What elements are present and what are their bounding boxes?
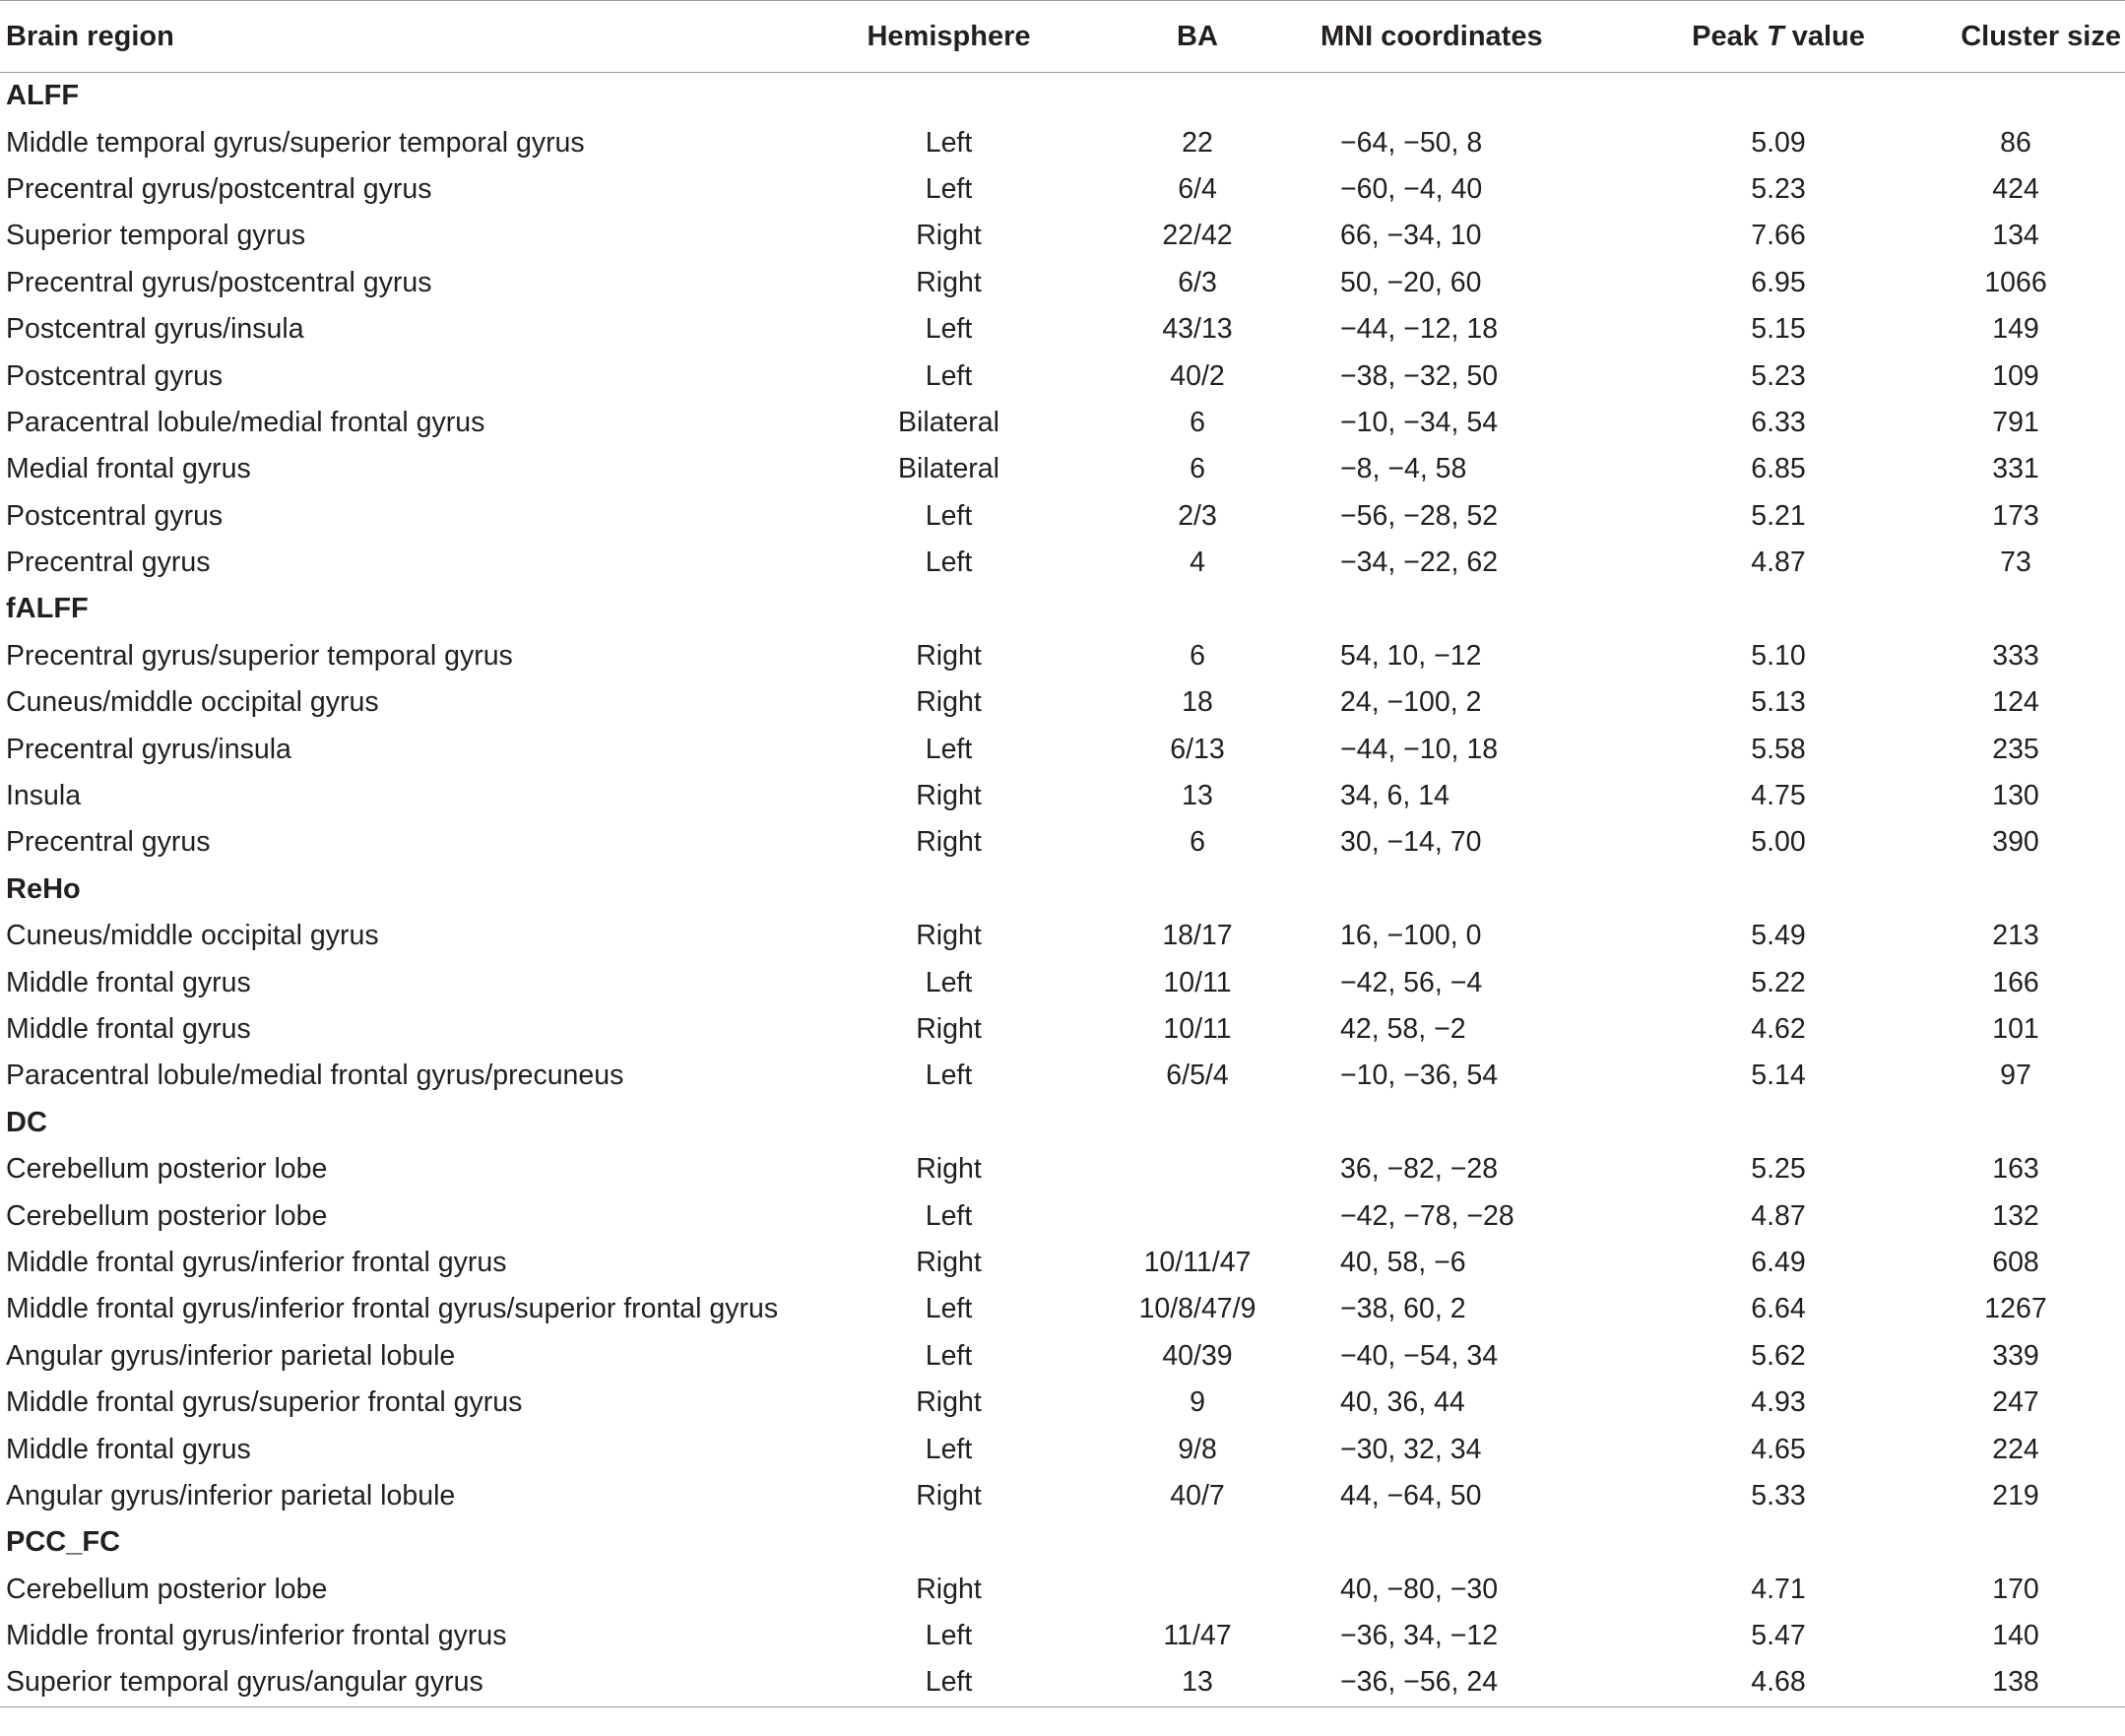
cell-ba: 10/11/47 (1143, 1246, 1252, 1278)
table-row (0, 446, 2125, 492)
cell-mni-coordinates: 40, 36, 44 (1340, 1386, 1465, 1419)
cell-brain-region: Precentral gyrus/superior temporal gyrus (6, 639, 513, 672)
cell-peak-t-value: 5.21 (1751, 499, 1806, 532)
cell-mni-coordinates: −64, −50, 8 (1340, 126, 1483, 159)
table-row (0, 1192, 2125, 1239)
table-row (0, 679, 2125, 726)
cell-mni-coordinates: −42, 56, −4 (1340, 966, 1483, 998)
cell-peak-t-value: 5.23 (1751, 359, 1806, 392)
cell-peak-t-value: 4.65 (1751, 1433, 1806, 1465)
section-title: fALFF (6, 593, 89, 625)
section-row (0, 586, 2125, 632)
cell-cluster-size: 166 (1992, 966, 2039, 998)
cell-cluster-size: 791 (1992, 406, 2039, 438)
cell-peak-t-value: 4.71 (1751, 1573, 1806, 1605)
cell-mni-coordinates: −42, −78, −28 (1340, 1199, 1514, 1232)
table-row (0, 213, 2125, 259)
cell-hemisphere: Right (916, 220, 982, 252)
cell-mni-coordinates: 54, 10, −12 (1340, 639, 1482, 672)
cell-ba: 9 (1190, 1386, 1205, 1419)
cell-cluster-size: 134 (1992, 220, 2039, 252)
table-row (0, 260, 2125, 306)
cell-cluster-size: 149 (1992, 313, 2039, 346)
cell-hemisphere: Right (916, 639, 982, 672)
cell-peak-t-value: 5.00 (1751, 826, 1806, 859)
cell-hemisphere: Left (925, 126, 973, 159)
table-row (0, 819, 2125, 866)
cell-mni-coordinates: −34, −22, 62 (1340, 547, 1499, 579)
cell-mni-coordinates: −36, −56, 24 (1340, 1666, 1499, 1699)
cell-hemisphere: Right (916, 920, 982, 952)
cell-mni-coordinates: −40, −54, 34 (1340, 1339, 1499, 1372)
cell-cluster-size: 130 (1992, 780, 2039, 812)
table-row (0, 1053, 2125, 1099)
header-peak-prefix: Peak (1692, 20, 1767, 52)
cell-hemisphere: Left (925, 1433, 973, 1465)
cell-ba: 43/13 (1162, 313, 1233, 346)
cell-cluster-size: 109 (1992, 359, 2039, 392)
cell-peak-t-value: 5.13 (1751, 686, 1806, 719)
cell-mni-coordinates: 16, −100, 0 (1340, 920, 1482, 952)
cell-peak-t-value: 4.62 (1751, 1013, 1806, 1045)
cell-peak-t-value: 5.22 (1751, 966, 1806, 998)
cell-ba: 22 (1182, 126, 1213, 159)
table-row (0, 773, 2125, 819)
cell-hemisphere: Right (916, 826, 982, 859)
cell-hemisphere: Right (916, 780, 982, 812)
header-row (0, 1, 2125, 73)
cell-peak-t-value: 6.95 (1751, 266, 1806, 298)
cell-brain-region: Middle frontal gyrus/superior frontal gyrus (6, 1386, 523, 1419)
cell-mni-coordinates: −56, −28, 52 (1340, 499, 1499, 532)
cell-hemisphere: Left (925, 1199, 973, 1232)
cell-hemisphere: Left (925, 313, 973, 346)
cell-hemisphere: Right (916, 1153, 982, 1186)
cell-brain-region: Cerebellum posterior lobe (6, 1199, 328, 1232)
cell-peak-t-value: 6.85 (1751, 453, 1806, 485)
cell-brain-region: Postcentral gyrus/insula (6, 313, 304, 346)
cell-brain-region: Superior temporal gyrus (6, 220, 306, 252)
cell-mni-coordinates: 42, 58, −2 (1340, 1013, 1466, 1045)
header-brain-region: Brain region (6, 20, 174, 52)
cell-brain-region: Insula (6, 780, 82, 812)
table-row (0, 540, 2125, 586)
cell-mni-coordinates: −38, −32, 50 (1340, 359, 1499, 392)
cell-cluster-size: 86 (2000, 126, 2031, 159)
cell-cluster-size: 224 (1992, 1433, 2039, 1465)
cell-ba: 6 (1190, 453, 1205, 485)
cell-peak-t-value: 5.15 (1751, 313, 1806, 346)
cell-ba: 40/2 (1170, 359, 1225, 392)
cell-peak-t-value: 7.66 (1751, 220, 1806, 252)
cell-cluster-size: 73 (2000, 547, 2031, 579)
table-row (0, 166, 2125, 213)
table-row (0, 306, 2125, 353)
table-row (0, 353, 2125, 399)
cell-ba: 10/11 (1163, 1013, 1232, 1045)
cell-brain-region: Precentral gyrus (6, 547, 211, 579)
cell-peak-t-value: 4.87 (1751, 1199, 1806, 1232)
cell-mni-coordinates: −60, −4, 40 (1340, 172, 1483, 205)
cell-hemisphere: Right (916, 266, 982, 298)
cell-cluster-size: 101 (1992, 1013, 2039, 1045)
cell-peak-t-value: 4.68 (1751, 1666, 1806, 1699)
table-row (0, 1426, 2125, 1472)
cell-ba (1104, 1567, 1291, 1613)
table-row (0, 1146, 2125, 1192)
cell-peak-t-value: 4.93 (1751, 1386, 1806, 1419)
cell-ba: 6 (1190, 826, 1205, 859)
cell-brain-region: Precentral gyrus (6, 826, 211, 859)
cell-peak-t-value: 5.49 (1751, 920, 1806, 952)
cell-brain-region: Paracentral lobule/medial frontal gyrus/precuneus (6, 1060, 624, 1092)
cell-ba: 6/5/4 (1166, 1060, 1229, 1092)
cell-brain-region: Postcentral gyrus (6, 359, 224, 392)
cell-peak-t-value: 5.23 (1751, 172, 1806, 205)
cell-hemisphere: Right (916, 1013, 982, 1045)
section-title: ReHo (6, 872, 81, 905)
cell-peak-t-value: 6.49 (1751, 1246, 1806, 1278)
cell-mni-coordinates: −30, 32, 34 (1340, 1433, 1482, 1465)
cell-mni-coordinates: 30, −14, 70 (1340, 826, 1482, 859)
cell-peak-t-value: 5.58 (1751, 733, 1806, 765)
cell-cluster-size: 608 (1992, 1246, 2039, 1278)
cell-hemisphere: Left (925, 1666, 973, 1699)
section-row (0, 73, 2125, 120)
cell-cluster-size: 173 (1992, 499, 2039, 532)
table-row (0, 400, 2125, 446)
cell-brain-region: Angular gyrus/inferior parietal lobule (6, 1339, 456, 1372)
cell-mni-coordinates: −44, −12, 18 (1340, 313, 1499, 346)
cell-cluster-size: 170 (1992, 1573, 2039, 1605)
table-row (0, 119, 2125, 165)
cell-hemisphere: Right (916, 1246, 982, 1278)
cell-mni-coordinates: −36, 34, −12 (1340, 1620, 1499, 1652)
table-row (0, 959, 2125, 1005)
cell-ba: 9/8 (1178, 1433, 1217, 1465)
section-row (0, 1100, 2125, 1146)
cell-brain-region: Middle frontal gyrus/inferior frontal gyrus (6, 1620, 507, 1652)
cell-cluster-size: 132 (1992, 1199, 2039, 1232)
cell-cluster-size: 333 (1992, 639, 2039, 672)
cell-brain-region: Angular gyrus/inferior parietal lobule (6, 1479, 456, 1511)
cell-mni-coordinates: −10, −34, 54 (1340, 406, 1499, 438)
cell-cluster-size: 390 (1992, 826, 2039, 859)
cell-brain-region: Cuneus/middle occipital gyrus (6, 920, 379, 952)
table-row (0, 726, 2125, 772)
section-title: DC (6, 1106, 47, 1138)
cell-cluster-size: 331 (1992, 453, 2039, 485)
cell-peak-t-value: 5.33 (1751, 1479, 1806, 1511)
cell-ba: 2/3 (1178, 499, 1217, 532)
cell-ba: 6 (1190, 639, 1205, 672)
cell-peak-t-value: 4.87 (1751, 547, 1806, 579)
cell-hemisphere: Bilateral (898, 406, 999, 438)
cell-peak-t-value: 5.14 (1751, 1060, 1806, 1092)
table-row (0, 1613, 2125, 1659)
cell-mni-coordinates: 24, −100, 2 (1340, 686, 1482, 719)
cell-ba: 13 (1182, 1666, 1213, 1699)
cell-hemisphere: Right (916, 1573, 982, 1605)
cell-mni-coordinates: −8, −4, 58 (1340, 453, 1467, 485)
cell-mni-coordinates: 40, 58, −6 (1340, 1246, 1466, 1278)
table-body (0, 73, 2125, 1707)
cell-mni-coordinates: 36, −82, −28 (1340, 1153, 1499, 1186)
header-hemisphere: Hemisphere (867, 20, 1031, 52)
cell-ba: 13 (1182, 780, 1213, 812)
cell-peak-t-value: 6.33 (1751, 406, 1806, 438)
cell-cluster-size: 247 (1992, 1386, 2039, 1419)
cell-peak-t-value: 5.62 (1751, 1339, 1806, 1372)
cell-ba: 6/3 (1178, 266, 1217, 298)
cell-hemisphere: Left (925, 1620, 973, 1652)
cell-brain-region: Middle frontal gyrus (6, 1433, 251, 1465)
cell-hemisphere: Right (916, 686, 982, 719)
cell-cluster-size: 424 (1992, 172, 2039, 205)
cell-cluster-size: 235 (1992, 733, 2039, 765)
cell-hemisphere: Left (925, 172, 973, 205)
cell-peak-t-value: 5.10 (1751, 639, 1806, 672)
header-peak-t-value (1650, 1, 1906, 73)
cell-brain-region: Cuneus/middle occipital gyrus (6, 686, 379, 719)
cell-ba: 11/47 (1163, 1620, 1232, 1652)
cell-cluster-size: 124 (1992, 686, 2039, 719)
cell-brain-region: Middle temporal gyrus/superior temporal gyrus (6, 126, 585, 159)
table-row (0, 633, 2125, 679)
header-peak-suffix: value (1783, 20, 1865, 52)
cell-ba: 4 (1190, 547, 1205, 579)
table-row (0, 1006, 2125, 1053)
table-row (0, 1286, 2125, 1332)
cell-brain-region: Precentral gyrus/postcentral gyrus (6, 266, 432, 298)
cell-ba (1104, 1146, 1291, 1192)
cell-brain-region: Postcentral gyrus (6, 499, 224, 532)
table-row (0, 1473, 2125, 1519)
header-cluster-size: Cluster size (1961, 20, 2121, 52)
cell-cluster-size: 138 (1992, 1666, 2039, 1699)
header-peak-italic: T (1766, 20, 1784, 52)
header-mni-coordinates: MNI coordinates (1320, 20, 1543, 52)
cell-cluster-size: 339 (1992, 1339, 2039, 1372)
cell-cluster-size: 219 (1992, 1479, 2039, 1511)
cell-hemisphere: Right (916, 1479, 982, 1511)
table-row (0, 1659, 2125, 1706)
cell-cluster-size: 140 (1992, 1620, 2039, 1652)
cell-brain-region: Cerebellum posterior lobe (6, 1153, 328, 1186)
cell-cluster-size: 97 (2000, 1060, 2031, 1092)
cell-hemisphere: Left (925, 547, 973, 579)
header-ba: BA (1177, 20, 1218, 52)
cell-peak-t-value: 6.64 (1751, 1293, 1806, 1325)
cell-mni-coordinates: 34, 6, 14 (1340, 780, 1449, 812)
cell-brain-region: Middle frontal gyrus/inferior frontal gyrus/superior frontal gyrus (6, 1293, 779, 1325)
cell-mni-coordinates: −38, 60, 2 (1340, 1293, 1466, 1325)
cell-ba: 6 (1190, 406, 1205, 438)
cell-peak-t-value: 5.47 (1751, 1620, 1806, 1652)
cell-brain-region: Precentral gyrus/insula (6, 733, 291, 765)
table-row (0, 1567, 2125, 1613)
cell-hemisphere: Right (916, 1386, 982, 1419)
cell-ba: 40/7 (1170, 1479, 1225, 1511)
cell-brain-region: Middle frontal gyrus/inferior frontal gyrus (6, 1246, 507, 1278)
cell-cluster-size: 1267 (1984, 1293, 2047, 1325)
section-title: ALFF (6, 80, 80, 112)
cell-ba: 22/42 (1162, 220, 1233, 252)
cell-cluster-size: 213 (1992, 920, 2039, 952)
cell-brain-region: Superior temporal gyrus/angular gyrus (6, 1666, 483, 1699)
table-row (0, 1333, 2125, 1380)
section-row (0, 867, 2125, 913)
cell-hemisphere: Left (925, 1339, 973, 1372)
cell-mni-coordinates: 50, −20, 60 (1340, 266, 1482, 298)
cell-peak-t-value: 5.25 (1751, 1153, 1806, 1186)
cell-brain-region: Paracentral lobule/medial frontal gyrus (6, 406, 485, 438)
section-title: PCC_FC (6, 1526, 121, 1559)
cell-ba: 6/13 (1170, 733, 1225, 765)
cell-hemisphere: Left (925, 1293, 973, 1325)
cell-peak-t-value: 5.09 (1751, 126, 1806, 159)
table-row (0, 1240, 2125, 1286)
cell-brain-region: Precentral gyrus/postcentral gyrus (6, 172, 432, 205)
table-row (0, 493, 2125, 540)
cell-mni-coordinates: 44, −64, 50 (1340, 1479, 1482, 1511)
cell-hemisphere: Left (925, 733, 973, 765)
cell-mni-coordinates: 66, −34, 10 (1340, 220, 1482, 252)
table-header (0, 1, 2125, 73)
table-row (0, 1380, 2125, 1426)
cell-brain-region: Middle frontal gyrus (6, 966, 251, 998)
cell-hemisphere: Left (925, 966, 973, 998)
cell-hemisphere: Left (925, 1060, 973, 1092)
cell-ba: 10/11 (1163, 966, 1232, 998)
cell-ba: 18/17 (1162, 920, 1233, 952)
cell-ba: 6/4 (1178, 172, 1217, 205)
cell-brain-region: Middle frontal gyrus (6, 1013, 251, 1045)
cell-mni-coordinates: 40, −80, −30 (1340, 1573, 1499, 1605)
cell-hemisphere: Bilateral (898, 453, 999, 485)
cell-brain-region: Medial frontal gyrus (6, 453, 251, 485)
cell-brain-region: Cerebellum posterior lobe (6, 1573, 328, 1605)
cell-ba: 10/8/47/9 (1138, 1293, 1256, 1325)
cell-cluster-size: 163 (1992, 1153, 2039, 1186)
cell-mni-coordinates: −44, −10, 18 (1340, 733, 1499, 765)
cell-hemisphere: Left (925, 499, 973, 532)
table-row (0, 913, 2125, 959)
cell-ba: 18 (1182, 686, 1213, 719)
cell-ba: 40/39 (1162, 1339, 1233, 1372)
cell-mni-coordinates: −10, −36, 54 (1340, 1060, 1499, 1092)
cell-ba (1104, 1192, 1291, 1239)
section-row (0, 1519, 2125, 1566)
cell-cluster-size: 1066 (1984, 266, 2047, 298)
cell-hemisphere: Left (925, 359, 973, 392)
cell-peak-t-value: 4.75 (1751, 780, 1806, 812)
